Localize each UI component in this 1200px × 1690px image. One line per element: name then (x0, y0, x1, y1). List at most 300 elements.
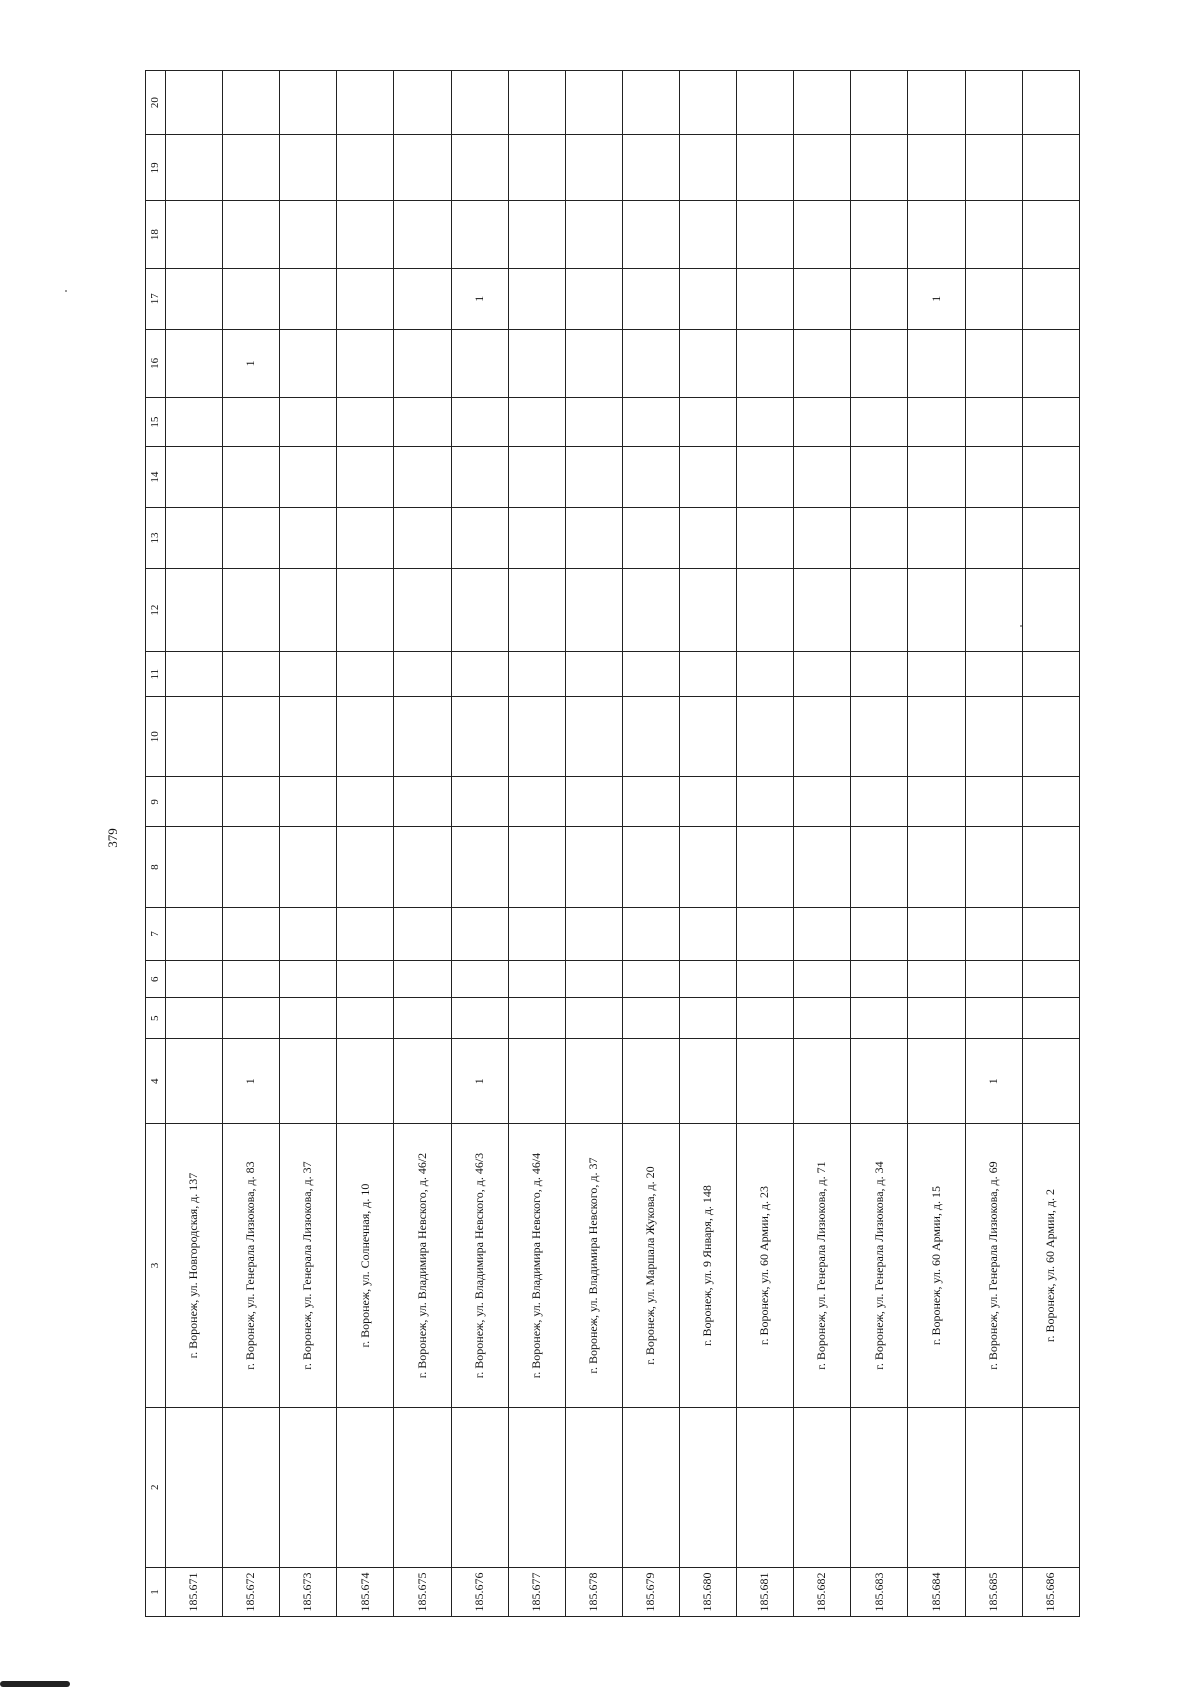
table-cell-col-10 (965, 697, 1022, 777)
table-cell-col-11 (908, 652, 965, 697)
table-cell-col-17: 1 (451, 268, 508, 329)
table-cell-col-9 (965, 777, 1022, 827)
table-cell-col-19 (908, 135, 965, 201)
table-cell-col-4 (794, 1039, 851, 1124)
table-cell-col-9 (451, 777, 508, 827)
row-id-cell: 185.680 (680, 1567, 737, 1616)
table-cell-col-20 (166, 71, 223, 135)
table-cell-col-5 (737, 998, 794, 1039)
table-cell-col-18 (166, 201, 223, 268)
table-cell-col-15 (223, 398, 280, 447)
table-cell-col-13 (622, 508, 679, 569)
table-cell-col-4: 1 (451, 1039, 508, 1124)
table-cell-col-18 (851, 201, 908, 268)
table-cell-col-12 (908, 568, 965, 651)
table-cell-col-6 (680, 961, 737, 998)
table-cell-col-9 (680, 777, 737, 827)
table-cell-col-6 (394, 961, 451, 998)
table-cell-col-5 (622, 998, 679, 1039)
table-cell-col-2 (737, 1407, 794, 1567)
table-cell-col-18 (680, 201, 737, 268)
table-cell-col-6 (451, 961, 508, 998)
table-cell-col-7 (223, 907, 280, 960)
address-cell: г. Воронеж, ул. Новгородская, д. 137 (166, 1124, 223, 1407)
table-cell-col-13 (508, 508, 565, 569)
table-cell-col-6 (508, 961, 565, 998)
table-cell-col-5 (223, 998, 280, 1039)
table-cell-col-11 (1022, 652, 1079, 697)
table-cell-col-6 (223, 961, 280, 998)
table-cell-col-17: 1 (908, 268, 965, 329)
column-header-16: 16 (146, 329, 166, 397)
address-cell: г. Воронеж, ул. Генерала Лизюкова, д. 37 (280, 1124, 337, 1407)
table-cell-col-4 (908, 1039, 965, 1124)
table-cell-col-20 (908, 71, 965, 135)
column-header-7: 7 (146, 907, 166, 960)
address-cell: г. Воронеж, ул. Генерала Лизюкова, д. 69 (965, 1124, 1022, 1407)
table-cell-col-9 (737, 777, 794, 827)
table-cell-col-10 (908, 697, 965, 777)
table-row (394, 71, 451, 1617)
table-cell-col-18 (394, 201, 451, 268)
table-cell-col-7 (394, 907, 451, 960)
table-cell-col-12 (1022, 568, 1079, 651)
table-cell-col-15 (337, 398, 394, 447)
table-cell-col-2 (680, 1407, 737, 1567)
table-cell-col-15 (794, 398, 851, 447)
table-cell-col-13 (280, 508, 337, 569)
table-cell-col-8 (565, 827, 622, 907)
table-cell-col-4: 1 (965, 1039, 1022, 1124)
table-cell-col-14 (451, 447, 508, 508)
table-cell-col-5 (508, 998, 565, 1039)
table-cell-col-19 (280, 135, 337, 201)
table-cell-col-16 (394, 329, 451, 397)
table-cell-col-16 (565, 329, 622, 397)
row-id-cell: 185.677 (508, 1567, 565, 1616)
table-row (508, 71, 565, 1617)
table-cell-col-7 (337, 907, 394, 960)
scan-edge-mark (0, 1681, 70, 1687)
table-cell-col-19 (451, 135, 508, 201)
table-cell-col-10 (794, 697, 851, 777)
column-header-17: 17 (146, 268, 166, 329)
table-cell-col-17 (965, 268, 1022, 329)
table-cell-col-8 (622, 827, 679, 907)
table-cell-col-19 (622, 135, 679, 201)
column-header-12: 12 (146, 568, 166, 651)
table-cell-col-8 (508, 827, 565, 907)
table-cell-col-13 (851, 508, 908, 569)
table-cell-col-13 (451, 508, 508, 569)
table-cell-col-13 (337, 508, 394, 569)
table-cell-col-11 (622, 652, 679, 697)
scan-speck (65, 290, 67, 292)
table-cell-col-14 (794, 447, 851, 508)
table-cell-col-16 (622, 329, 679, 397)
table-cell-col-12 (337, 568, 394, 651)
table-cell-col-8 (680, 827, 737, 907)
address-cell: г. Воронеж, ул. Владимира Невского, д. 46/4 (508, 1124, 565, 1407)
table-cell-col-16 (280, 329, 337, 397)
table-cell-col-20 (451, 71, 508, 135)
table-cell-col-7 (622, 907, 679, 960)
table-cell-col-14 (737, 447, 794, 508)
table-cell-col-10 (337, 697, 394, 777)
table-cell-col-9 (851, 777, 908, 827)
table-cell-col-19 (223, 135, 280, 201)
table-cell-col-2 (223, 1407, 280, 1567)
table-cell-col-10 (680, 697, 737, 777)
table-cell-col-4 (394, 1039, 451, 1124)
table-row (565, 71, 622, 1617)
table-cell-col-11 (737, 652, 794, 697)
table-cell-col-13 (394, 508, 451, 569)
table-cell-col-17 (223, 268, 280, 329)
table-cell-col-20 (1022, 71, 1079, 135)
table-cell-col-14 (223, 447, 280, 508)
table-cell-col-10 (1022, 697, 1079, 777)
table-cell-col-4 (680, 1039, 737, 1124)
table-cell-col-12 (565, 568, 622, 651)
table-cell-col-11 (508, 652, 565, 697)
column-header-2: 2 (146, 1407, 166, 1567)
table-cell-col-12 (794, 568, 851, 651)
table-cell-col-13 (223, 508, 280, 569)
table-cell-col-7 (737, 907, 794, 960)
table-cell-col-16 (337, 329, 394, 397)
row-id-cell: 185.672 (223, 1567, 280, 1616)
table-cell-col-2 (1022, 1407, 1079, 1567)
table-cell-col-12 (622, 568, 679, 651)
table-cell-col-17 (280, 268, 337, 329)
table-row (908, 71, 965, 1617)
table-cell-col-17 (622, 268, 679, 329)
table-row (337, 71, 394, 1617)
table-row (451, 71, 508, 1617)
table-cell-col-15 (680, 398, 737, 447)
column-header-4: 4 (146, 1039, 166, 1124)
table-cell-col-2 (337, 1407, 394, 1567)
table-cell-col-10 (166, 697, 223, 777)
table-cell-col-14 (166, 447, 223, 508)
row-id-cell: 185.679 (622, 1567, 679, 1616)
table-cell-col-13 (680, 508, 737, 569)
table-cell-col-12 (280, 568, 337, 651)
address-cell: г. Воронеж, ул. Генерала Лизюкова, д. 83 (223, 1124, 280, 1407)
table-cell-col-14 (908, 447, 965, 508)
table-cell-col-18 (223, 201, 280, 268)
row-id-cell: 185.671 (166, 1567, 223, 1616)
table-cell-col-18 (337, 201, 394, 268)
table-cell-col-10 (565, 697, 622, 777)
address-cell: г. Воронеж, ул. Владимира Невского, д. 46/3 (451, 1124, 508, 1407)
row-id-cell: 185.685 (965, 1567, 1022, 1616)
table-cell-col-8 (1022, 827, 1079, 907)
table-cell-col-12 (508, 568, 565, 651)
table-cell-col-4: 1 (223, 1039, 280, 1124)
table-cell-col-12 (680, 568, 737, 651)
table-cell-col-16 (851, 329, 908, 397)
page-number: 379 (105, 828, 120, 848)
table-cell-col-2 (508, 1407, 565, 1567)
table-cell-col-8 (965, 827, 1022, 907)
table-cell-col-4 (280, 1039, 337, 1124)
table-cell-col-7 (280, 907, 337, 960)
table-cell-col-16 (737, 329, 794, 397)
table-cell-col-11 (965, 652, 1022, 697)
table-cell-col-20 (280, 71, 337, 135)
table-row (851, 71, 908, 1617)
column-header-19: 19 (146, 135, 166, 201)
table-cell-col-4 (565, 1039, 622, 1124)
table-cell-col-4 (622, 1039, 679, 1124)
table-cell-col-8 (223, 827, 280, 907)
table-cell-col-2 (394, 1407, 451, 1567)
table-cell-col-10 (737, 697, 794, 777)
table-cell-col-2 (622, 1407, 679, 1567)
table-cell-col-10 (394, 697, 451, 777)
table-cell-col-6 (794, 961, 851, 998)
column-header-6: 6 (146, 961, 166, 998)
table-cell-col-7 (166, 907, 223, 960)
table-cell-col-8 (166, 827, 223, 907)
table-cell-col-9 (508, 777, 565, 827)
table-cell-col-14 (508, 447, 565, 508)
table-cell-col-19 (166, 135, 223, 201)
table-cell-col-7 (508, 907, 565, 960)
table-cell-col-17 (851, 268, 908, 329)
table-cell-col-6 (280, 961, 337, 998)
table-cell-col-18 (908, 201, 965, 268)
table-cell-col-16 (508, 329, 565, 397)
table-cell-col-10 (280, 697, 337, 777)
table-cell-col-2 (965, 1407, 1022, 1567)
row-id-cell: 185.686 (1022, 1567, 1079, 1616)
table-cell-col-20 (680, 71, 737, 135)
table-cell-col-5 (680, 998, 737, 1039)
table-cell-col-7 (1022, 907, 1079, 960)
table-cell-col-19 (680, 135, 737, 201)
column-header-18: 18 (146, 201, 166, 268)
table-cell-col-9 (394, 777, 451, 827)
table-cell-col-7 (680, 907, 737, 960)
table-row (680, 71, 737, 1617)
table-cell-col-14 (622, 447, 679, 508)
column-header-15: 15 (146, 398, 166, 447)
table-cell-col-13 (794, 508, 851, 569)
table-cell-col-15 (965, 398, 1022, 447)
table-cell-col-19 (565, 135, 622, 201)
table-cell-col-6 (851, 961, 908, 998)
table-cell-col-15 (1022, 398, 1079, 447)
data-table (145, 70, 1080, 1617)
table-cell-col-6 (565, 961, 622, 998)
table-row (223, 71, 280, 1617)
table-cell-col-10 (451, 697, 508, 777)
table-cell-col-14 (1022, 447, 1079, 508)
row-id-cell: 185.678 (565, 1567, 622, 1616)
table-cell-col-13 (565, 508, 622, 569)
table-cell-col-15 (394, 398, 451, 447)
column-header-10: 10 (146, 697, 166, 777)
table-cell-col-4 (1022, 1039, 1079, 1124)
table-cell-col-9 (166, 777, 223, 827)
table-cell-col-17 (565, 268, 622, 329)
address-cell: г. Воронеж, ул. Солнечная, д. 10 (337, 1124, 394, 1407)
table-cell-col-7 (908, 907, 965, 960)
table-cell-col-10 (508, 697, 565, 777)
table-cell-col-17 (166, 268, 223, 329)
table-cell-col-11 (223, 652, 280, 697)
table-cell-col-2 (280, 1407, 337, 1567)
table-cell-col-10 (223, 697, 280, 777)
table-cell-col-19 (851, 135, 908, 201)
table-cell-col-13 (166, 508, 223, 569)
table-cell-col-20 (223, 71, 280, 135)
table-cell-col-8 (394, 827, 451, 907)
table-cell-col-8 (337, 827, 394, 907)
row-id-cell: 185.676 (451, 1567, 508, 1616)
table-cell-col-14 (337, 447, 394, 508)
table-cell-col-2 (908, 1407, 965, 1567)
column-header-5: 5 (146, 998, 166, 1039)
row-id-cell: 185.674 (337, 1567, 394, 1616)
table-cell-col-11 (794, 652, 851, 697)
table-row (280, 71, 337, 1617)
table-cell-col-16 (166, 329, 223, 397)
table-cell-col-6 (166, 961, 223, 998)
row-id-cell: 185.682 (794, 1567, 851, 1616)
table-cell-col-6 (1022, 961, 1079, 998)
table-cell-col-17 (508, 268, 565, 329)
table-cell-col-15 (280, 398, 337, 447)
table-row (965, 71, 1022, 1617)
column-header-9: 9 (146, 777, 166, 827)
column-header-20: 20 (146, 71, 166, 135)
table-cell-col-17 (394, 268, 451, 329)
table-cell-col-19 (337, 135, 394, 201)
table-cell-col-9 (280, 777, 337, 827)
table-cell-col-7 (851, 907, 908, 960)
table-cell-col-19 (508, 135, 565, 201)
address-cell: г. Воронеж, ул. Генерала Лизюкова, д. 34 (851, 1124, 908, 1407)
table-cell-col-4 (737, 1039, 794, 1124)
scan-speck (1020, 625, 1022, 627)
table-cell-col-5 (337, 998, 394, 1039)
table-cell-col-8 (851, 827, 908, 907)
table-cell-col-5 (166, 998, 223, 1039)
table-cell-col-11 (166, 652, 223, 697)
table-cell-col-20 (565, 71, 622, 135)
table-cell-col-12 (394, 568, 451, 651)
table-cell-col-16 (451, 329, 508, 397)
row-id-cell: 185.675 (394, 1567, 451, 1616)
table-cell-col-4 (166, 1039, 223, 1124)
table-cell-col-5 (1022, 998, 1079, 1039)
table-cell-col-5 (565, 998, 622, 1039)
address-cell: г. Воронеж, ул. 9 Января, д. 148 (680, 1124, 737, 1407)
table-cell-col-12 (737, 568, 794, 651)
table-cell-col-11 (394, 652, 451, 697)
table-cell-col-2 (851, 1407, 908, 1567)
table-cell-col-16 (1022, 329, 1079, 397)
table-cell-col-8 (280, 827, 337, 907)
table-cell-col-2 (565, 1407, 622, 1567)
table-cell-col-16 (908, 329, 965, 397)
table-cell-col-13 (965, 508, 1022, 569)
column-header-13: 13 (146, 508, 166, 569)
table-cell-col-7 (965, 907, 1022, 960)
table-cell-col-11 (565, 652, 622, 697)
table-cell-col-16 (680, 329, 737, 397)
table-cell-col-15 (851, 398, 908, 447)
table-cell-col-20 (794, 71, 851, 135)
address-cell: г. Воронеж, ул. Владимира Невского, д. 46/2 (394, 1124, 451, 1407)
table-cell-col-20 (337, 71, 394, 135)
table-cell-col-13 (737, 508, 794, 569)
table-row (166, 71, 223, 1617)
header-row (146, 71, 166, 1617)
address-cell: г. Воронеж, ул. 60 Армии, д. 23 (737, 1124, 794, 1407)
table-cell-col-12 (166, 568, 223, 651)
table-cell-col-2 (451, 1407, 508, 1567)
rotated-table-container (145, 70, 1080, 1617)
table-cell-col-5 (451, 998, 508, 1039)
table-cell-col-17 (337, 268, 394, 329)
table-rotator (145, 70, 1080, 1617)
table-cell-col-14 (394, 447, 451, 508)
table-cell-col-5 (908, 998, 965, 1039)
table-cell-col-5 (794, 998, 851, 1039)
table-cell-col-14 (565, 447, 622, 508)
table-cell-col-16 (794, 329, 851, 397)
table-cell-col-7 (451, 907, 508, 960)
table-cell-col-6 (622, 961, 679, 998)
table-cell-col-4 (851, 1039, 908, 1124)
address-cell: г. Воронеж, ул. Владимира Невского, д. 37 (565, 1124, 622, 1407)
table-row (1022, 71, 1079, 1617)
table-cell-col-19 (1022, 135, 1079, 201)
table-cell-col-19 (794, 135, 851, 201)
table-cell-col-12 (851, 568, 908, 651)
table-cell-col-6 (908, 961, 965, 998)
table-cell-col-12 (223, 568, 280, 651)
table-cell-col-17 (794, 268, 851, 329)
table-cell-col-9 (1022, 777, 1079, 827)
table-cell-col-15 (908, 398, 965, 447)
table-cell-col-18 (622, 201, 679, 268)
table-cell-col-2 (166, 1407, 223, 1567)
row-id-cell: 185.673 (280, 1567, 337, 1616)
table-cell-col-15 (737, 398, 794, 447)
table-cell-col-14 (280, 447, 337, 508)
table-cell-col-15 (508, 398, 565, 447)
row-id-cell: 185.684 (908, 1567, 965, 1616)
table-cell-col-5 (394, 998, 451, 1039)
address-cell: г. Воронеж, ул. Генерала Лизюкова, д. 71 (794, 1124, 851, 1407)
table-cell-col-9 (794, 777, 851, 827)
table-cell-col-15 (622, 398, 679, 447)
table-cell-col-6 (965, 961, 1022, 998)
table-row (794, 71, 851, 1617)
table-cell-col-10 (622, 697, 679, 777)
table-cell-col-8 (908, 827, 965, 907)
table-cell-col-6 (737, 961, 794, 998)
table-cell-col-15 (451, 398, 508, 447)
table-cell-col-17 (1022, 268, 1079, 329)
table-cell-col-14 (851, 447, 908, 508)
